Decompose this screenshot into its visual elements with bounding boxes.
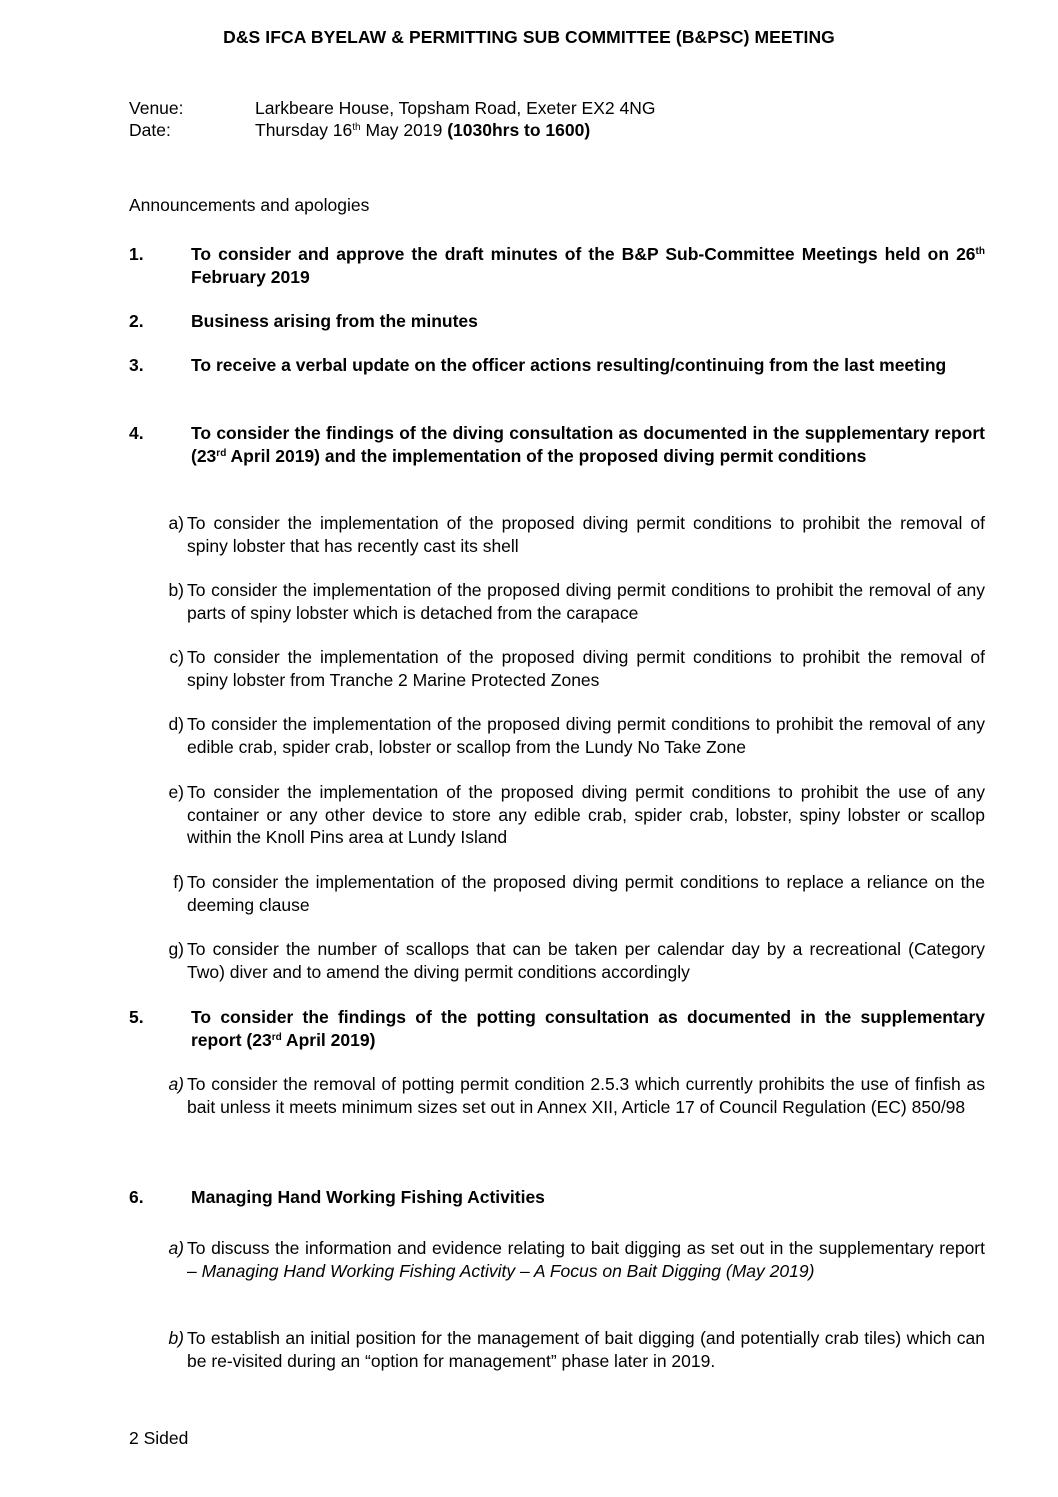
item-number: 1. [129, 244, 144, 264]
sub-text: To consider the implementation of the proposed diving permit conditions to prohibit the removal of spiny lobster that has recently cast its shell [187, 513, 985, 556]
footer-note: 2 Sided [129, 1428, 189, 1448]
sub-text: To consider the implementation of the proposed diving permit conditions to replace a reliance on the deeming clause [187, 872, 985, 915]
item-number: 6. [129, 1187, 144, 1207]
item-sup: th [975, 246, 985, 257]
sub-item-4b [150, 579, 985, 624]
sub-letter: a) [168, 1074, 184, 1094]
item-text-pre: To consider the findings of the potting consultation as documented in the supplementary report (23 [191, 1007, 985, 1050]
item-text-post: February 2019 [191, 266, 310, 287]
sub-item-4d [150, 713, 985, 758]
sub-letter: e) [168, 782, 184, 802]
sub-letter: b) [168, 580, 184, 600]
agenda-item-6 [129, 1186, 985, 1209]
sub-text: To consider the number of scallops that can be taken per calendar day by a recreational (Category Two) diver and to amend the diving permit conditions accordingly [187, 939, 985, 982]
item-text: Business arising from the minutes [191, 311, 478, 331]
item-text: To receive a verbal update on the officer actions resulting/continuing from the last meeting [191, 355, 947, 375]
sub-item-6a [150, 1237, 985, 1282]
page-title: D&S IFCA BYELAW & PERMITTING SUB COMMITTEE (B&PSC) MEETING [223, 27, 835, 47]
sub-letter: a) [168, 1238, 184, 1258]
sub-letter: d) [168, 714, 184, 734]
date-label: Date: [129, 120, 171, 140]
sub-item-5a [150, 1073, 985, 1118]
announcements-heading: Announcements and apologies [129, 195, 370, 215]
agenda-item-2 [129, 310, 985, 333]
sub-text [187, 1237, 985, 1282]
sub-text-italic: Managing Hand Working Fishing Activity – A Focus on Bait Digging (May 2019) [201, 1260, 815, 1281]
item-number: 5. [129, 1007, 144, 1027]
sub-item-4f [150, 871, 985, 916]
sub-letter: c) [169, 647, 184, 667]
sub-item-6b [150, 1327, 985, 1372]
venue-label: Venue: [129, 98, 184, 118]
item-text [191, 1006, 985, 1051]
sub-item-4e [150, 781, 985, 849]
date-value-post: May 2019 [360, 120, 448, 140]
agenda-item-4 [129, 422, 985, 467]
sub-text-pre: To discuss the information and evidence relating to bait digging as set out in the supplementary report – [187, 1238, 985, 1281]
item-number: 4. [129, 423, 144, 443]
item-sup: rd [271, 1031, 282, 1043]
item-text-post: April 2019) [281, 1029, 376, 1050]
sub-letter: b) [168, 1328, 184, 1348]
item-number: 3. [129, 355, 144, 375]
agenda-item-1 [129, 243, 985, 288]
date-sup: th [352, 122, 361, 133]
sub-letter: g) [168, 939, 184, 959]
sub-text: To consider the implementation of the proposed diving permit conditions to prohibit the removal of spiny lobster from Tranche 2 Marine Protected Zones [187, 647, 985, 690]
sub-text: To establish an initial position for the management of bait digging (and potentially crab tiles) which can be re-visited during an “option for management” phase later in 2019. [187, 1328, 985, 1371]
date-line [129, 119, 590, 141]
date-value-pre: Thursday 16 [255, 120, 353, 140]
sub-text: To consider the removal of potting permit condition 2.5.3 which currently prohibits the use of finfish as bait unless it meets minimum sizes set out in Annex XII, Article 17 of Council Regulation (EC) 850/98 [187, 1074, 985, 1117]
sub-letter: f) [173, 872, 184, 892]
sub-item-4g [150, 938, 985, 983]
sub-text: To consider the implementation of the proposed diving permit conditions to prohibit the removal of any edible crab, spider crab, lobster or scallop from the Lundy No Take Zone [187, 714, 985, 757]
item-text-post: April 2019) and the implementation of the proposed diving permit conditions [226, 445, 867, 466]
item-text [191, 422, 985, 467]
item-text-pre: To consider and approve the draft minutes of the B&P Sub-Committee Meetings held on 26 [191, 244, 976, 264]
sub-text: To consider the implementation of the proposed diving permit conditions to prohibit the removal of any parts of spiny lobster which is detached from the carapace [187, 580, 985, 623]
sub-item-4a [150, 512, 985, 557]
venue-value: Larkbeare House, Topsham Road, Exeter EX2 4NG [255, 98, 656, 118]
sub-item-4c [150, 646, 985, 691]
date-time: (1030hrs to 1600) [447, 120, 591, 140]
agenda-item-3 [129, 354, 985, 377]
sub-text: To consider the implementation of the proposed diving permit conditions to prohibit the use of any container or any other device to store any edible crab, spider crab, lobster, spiny lobster or scallop within the Knoll Pins area at Lundy Island [187, 782, 985, 847]
sub-letter: a) [168, 513, 184, 533]
item-sup: rd [216, 447, 227, 459]
item-text-pre: To consider the findings of the diving consultation as documented in the supplementary report (23 [191, 423, 985, 466]
item-text [191, 243, 985, 288]
venue-line [129, 97, 655, 119]
item-text: Managing Hand Working Fishing Activities [191, 1187, 545, 1207]
agenda-item-5 [129, 1006, 985, 1051]
item-number: 2. [129, 311, 144, 331]
